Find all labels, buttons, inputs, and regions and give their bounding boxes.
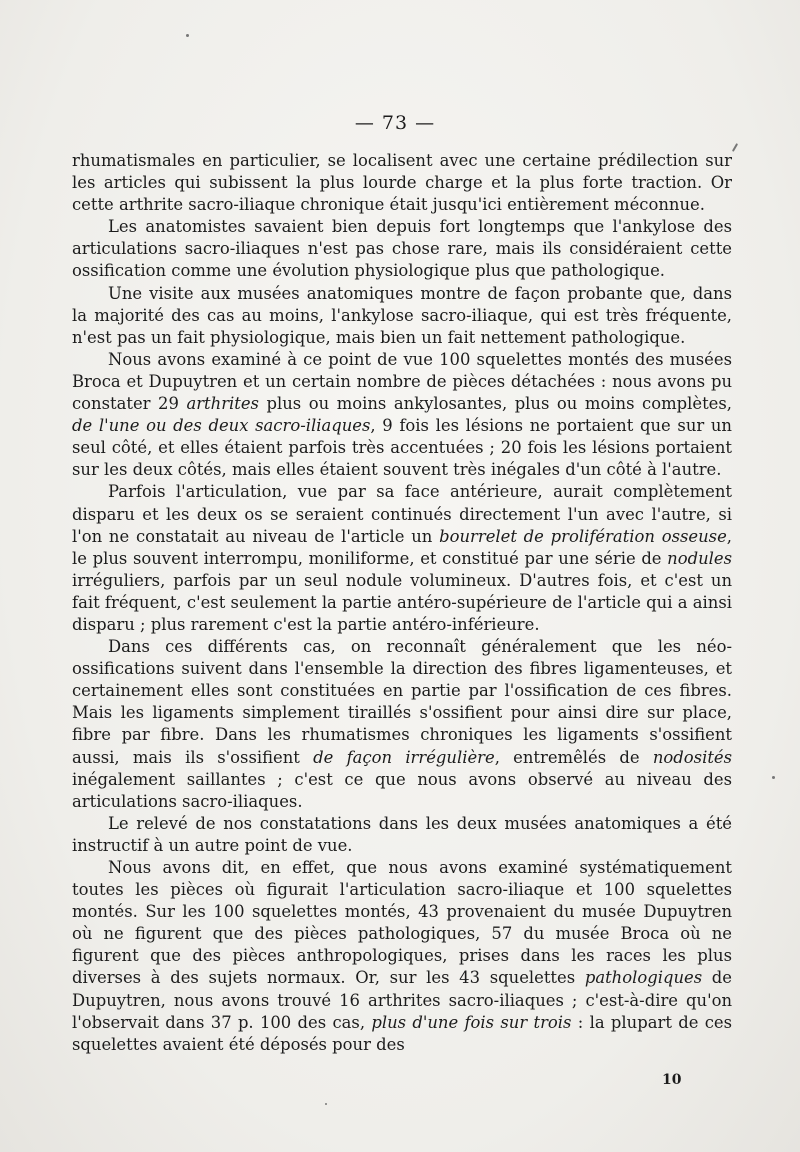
italic-text: de façon irrégulière: [313, 747, 495, 767]
text-run: Nous avons examiné à ce point de vue 100 squelettes montés des musées Broca et Dupuytren et un certain nombre de pièces détachées : nous avons pu constater 29: [72, 349, 732, 414]
italic-text: arthrites: [186, 394, 259, 414]
italic-text: bourrelet de prolifération osseuse: [439, 526, 727, 546]
italic-text: nodosités: [652, 747, 733, 767]
italic-text: nodules: [667, 548, 732, 568]
paper-speck: [186, 34, 189, 37]
text-run: Le relevé de nos constatations dans les deux musées anatomiques a été instructif à un autre point de vue.: [72, 813, 732, 855]
text-run: irréguliers, parfois par un seul nodule volumineux. D'autres fois, et c'est un fait fréquent, c'est seulement la partie antéro-supérieure de l'article qui a ainsi disparu ; plus rarement c'est la partie antéro-inférieure.: [72, 570, 732, 634]
text-run: , le plus souvent interrompu, moniliforme, et constitué par une série de: [72, 526, 732, 568]
italic-text: plus d'une fois sur trois: [371, 1012, 572, 1032]
text-run: , 9 fois les lésions ne portaient que sur un seul côté, et elles étaient parfois très accentuées ; 20 fois les lésions portaient sur les deux côtés, mais elles étaient souvent très inégales d'un côté à l'autre.: [72, 416, 732, 480]
text-run: Nous avons dit, en effet, que nous avons examiné systématiquement toutes les pièces où figurait l'articulation sacro-iliaque et 100 squelettes montés. Sur les 100 squelettes montés, 43 provenaient du musée Dupuytren où ne figurent que des pièces pathologiques, 57 du musée Broca où ne figurent que des pièces anthropologiques, prises dans les races les plus diverses à des sujets normaux. Or, sur les 43 squelettes: [72, 858, 732, 988]
page-number: — 73 —: [354, 112, 436, 134]
paragraph: [72, 216, 732, 282]
text-run: Dans ces différents cas, on reconnaît généralement que les néo-ossifications suivent dans l'ensemble la direction des fibres ligamenteuses, et certainement elles sont constituées en partie par l'ossification de ces fibres. Mais les ligaments simplement tiraillés s'ossifient pour ainsi dire sur place, fibre par fibre. Dans les rhumatismes chroniques les ligaments s'ossifient aussi, mais ils s'ossifient: [72, 637, 732, 767]
paragraph: [72, 283, 732, 349]
italic-text: de l'une ou des deux sacro-iliaques: [72, 416, 371, 436]
paper-speck: [772, 776, 775, 779]
paragraph: [72, 349, 732, 482]
text-run: rhumatismales en particulier, se localisent avec une certaine prédilection sur les articles qui subissent la plus lourde charge et la plus forte traction. Or cette arthrite sacro-iliaque chronique était jusqu'ici entièrement méconnue.: [72, 151, 732, 215]
body-text: [72, 150, 732, 1056]
paper-speck: [732, 143, 738, 152]
signature-mark: 10: [662, 1072, 682, 1088]
text-run: Les anatomistes savaient bien depuis fort longtemps que l'ankylose des articulations sacro-iliaques n'est pas chose rare, mais ils considéraient cette ossification comme une évolution physiologique plus que pathologique.: [72, 217, 732, 281]
text-run: Parfois l'articulation, vue par sa face antérieure, aurait complètement disparu et les deux os se seraient continués directement l'un avec l'autre, si l'on ne constatait au niveau de l'article un: [72, 482, 732, 546]
paper-speck: [325, 1103, 327, 1105]
italic-text: pathologiques: [584, 968, 703, 988]
text-run: Une visite aux musées anatomiques montre de façon probante que, dans la majorité des cas au moins, l'ankylose sacro-iliaque, qui est très fréquente, n'est pas un fait physiologique, mais bien un fait nettement pathologique.: [72, 283, 732, 347]
paragraph: [72, 481, 732, 636]
paragraph: [72, 150, 732, 216]
text-run: de Dupuytren, nous avons trouvé 16 arthrites sacro-iliaques ; c'est-à-dire qu'on l'observait dans 37 p. 100 des cas,: [72, 968, 732, 1032]
paragraph: [72, 857, 732, 1056]
text-run: inégalement saillantes ; c'est ce que nous avons observé au niveau des articulations sacro-iliaques.: [72, 769, 732, 811]
text-run: : la plupart de ces squelettes avaient été déposés pour des: [72, 1012, 733, 1054]
paragraph: [72, 636, 732, 813]
paragraph: [72, 813, 732, 857]
text-run: plus ou moins ankylosantes, plus ou moins complètes,: [258, 394, 732, 414]
text-run: , entremêlés de: [494, 747, 653, 767]
